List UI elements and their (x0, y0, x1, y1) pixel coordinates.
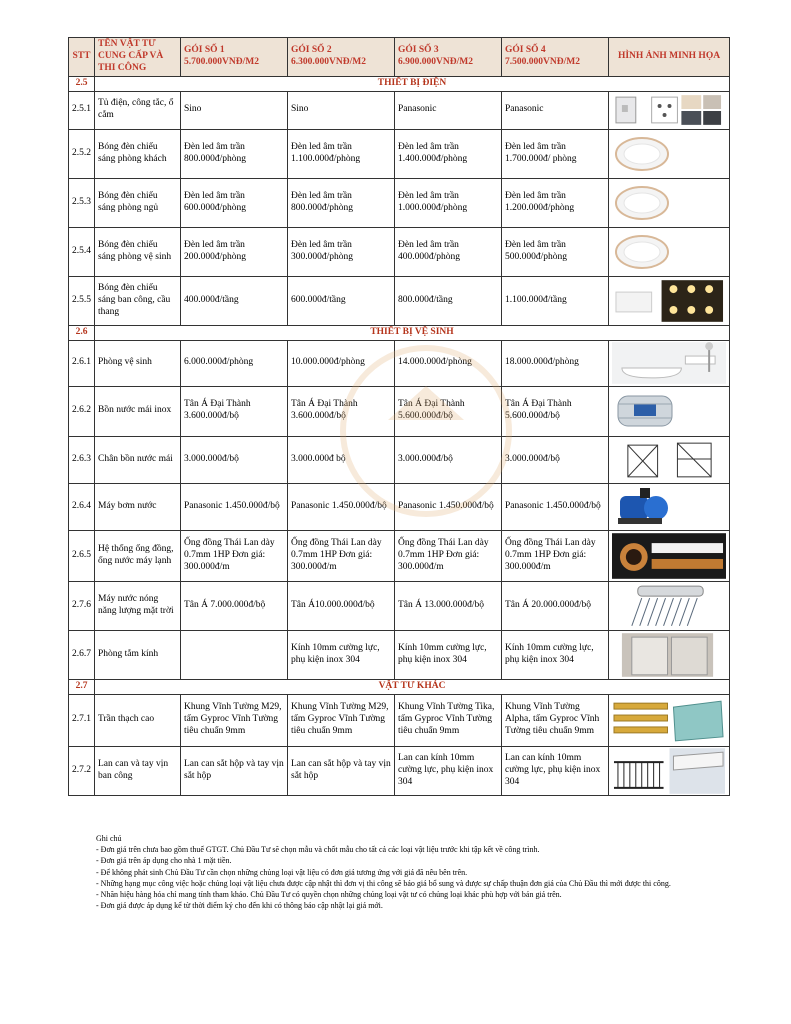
illustration-cell (609, 340, 730, 386)
package-4-value: 1.100.000đ/tầng (502, 276, 609, 325)
illustration-cell (609, 746, 730, 795)
section-code: 2.6 (69, 325, 95, 340)
package-1-value: 6.000.000đ/phòng (181, 340, 288, 386)
section-row (69, 76, 730, 91)
item-name: Tủ điện, công tắc, ổ cắm (95, 91, 181, 129)
package-4-value: Tân Á Đại Thành 5.600.000đ/bộ (502, 386, 609, 436)
solar-heater-image (612, 584, 726, 628)
illustration-cell (609, 581, 730, 630)
note-line: - Đơn giá trên chưa bao gồm thuế GTGT. Chủ Đầu Tư sẽ chọn mẫu và chốt mẫu cho tất cả các loại vật liệu trước khi tập kết về công trình. (96, 845, 540, 855)
package-1-value (181, 630, 288, 679)
illustration-cell (609, 227, 730, 276)
package-2-value: 3.000.000đ bộ (288, 436, 395, 483)
package-4-value: 3.000.000đ/bộ (502, 436, 609, 483)
item-name: Phòng tắm kính (95, 630, 181, 679)
table-row (69, 386, 730, 436)
package-3-price: 6.900.000VNĐ/M2 (398, 56, 473, 67)
package-2-value: Kính 10mm cường lực, phụ kiện inox 304 (288, 630, 395, 679)
item-name: Bồn nước mái inox (95, 386, 181, 436)
note-line: - Đơn giá trên áp dụng cho nhà 1 mặt tiền. (96, 856, 232, 866)
table-row (69, 91, 730, 129)
package-1-value: Khung Vĩnh Tường M29, tấm Gyproc Vĩnh Tường tiêu chuẩn 9mm (181, 694, 288, 746)
package-4-value: Panasonic (502, 91, 609, 129)
row-code: 2.6.1 (69, 340, 95, 386)
item-name: Máy nước nóng năng lượng mặt trời (95, 581, 181, 630)
package-4-value: Đèn led âm trần 1.200.000đ/phòng (502, 178, 609, 227)
package-4-value: Đèn led âm trần 500.000đ/phòng (502, 227, 609, 276)
illustration-cell (609, 630, 730, 679)
table-row (69, 581, 730, 630)
package-4-value: Lan can kính 10mm cường lực, phụ kiện inox 304 (502, 746, 609, 795)
illustration-cell (609, 386, 730, 436)
led-downlight-image (612, 134, 726, 174)
row-code: 2.6.7 (69, 630, 95, 679)
package-3-value: Đèn led âm trần 1.400.000đ/phòng (395, 129, 502, 178)
illustration-cell (609, 436, 730, 483)
table-row (69, 746, 730, 795)
package-3-value: 3.000.000đ/bộ (395, 436, 502, 483)
package-2-value: 10.000.000đ/phòng (288, 340, 395, 386)
row-code: 2.5.4 (69, 227, 95, 276)
water-tank-image (612, 390, 726, 432)
package-1-name: GÓI SỐ 1 (184, 44, 225, 55)
illustration-cell (609, 276, 730, 325)
package-3-value: Kính 10mm cường lực, phụ kiện inox 304 (395, 630, 502, 679)
row-code: 2.7.6 (69, 581, 95, 630)
package-4-price: 7.500.000VNĐ/M2 (505, 56, 580, 67)
package-3-value: Ống đồng Thái Lan dày 0.7mm 1HP Đơn giá: 300.000đ/m (395, 530, 502, 581)
item-name: Bóng đèn chiếu sáng phòng khách (95, 129, 181, 178)
package-3-value: Lan can kính 10mm cường lực, phụ kiện inox 304 (395, 746, 502, 795)
package-2-value: Tân Á Đại Thành 3.600.000đ/bộ (288, 386, 395, 436)
notes-block (96, 833, 736, 911)
note-line: - Để không phát sinh Chủ Đầu Tư cần chọn những chủng loại vật liệu có đơn giá tương ứng với giá đã nêu bên trên. (96, 867, 468, 877)
package-2-value: Tân Á10.000.000đ/bộ (288, 581, 395, 630)
package-4-value: Panasonic 1.450.000đ/bộ (502, 483, 609, 530)
package-1-value: Lan can sắt hộp và tay vịn sắt hộp (181, 746, 288, 795)
table-row (69, 530, 730, 581)
package-2-value: 600.000đ/tầng (288, 276, 395, 325)
row-code: 2.5.2 (69, 129, 95, 178)
row-code: 2.7.1 (69, 694, 95, 746)
item-name: Hệ thống ống đồng, ống nước máy lạnh (95, 530, 181, 581)
row-code: 2.5.3 (69, 178, 95, 227)
item-name: Chân bồn nước mái (95, 436, 181, 483)
package-3-value: 14.000.000đ/phòng (395, 340, 502, 386)
header-package-4 (502, 38, 609, 77)
package-1-value: 400.000đ/tầng (181, 276, 288, 325)
package-2-value: Đèn led âm trần 1.100.000đ/phòng (288, 129, 395, 178)
header-image: HÌNH ẢNH MINH HỌA (609, 38, 730, 77)
package-3-value: 800.000đ/tầng (395, 276, 502, 325)
section-code: 2.5 (69, 76, 95, 91)
switch-socket-image (612, 93, 726, 127)
package-1-price: 5.700.000VNĐ/M2 (184, 56, 259, 67)
package-4-value: Ống đồng Thái Lan dày 0.7mm 1HP Đơn giá: 300.000đ/m (502, 530, 609, 581)
table-body (69, 76, 730, 795)
table-row (69, 340, 730, 386)
illustration-cell (609, 530, 730, 581)
balcony-railing-image (612, 748, 726, 794)
row-code: 2.5.5 (69, 276, 95, 325)
header-package-1 (181, 38, 288, 77)
item-name: Bóng đèn chiếu sáng phòng ngủ (95, 178, 181, 227)
package-4-value: Khung Vĩnh Tường Alpha, tấm Gyproc Vĩnh Tường tiêu chuẩn 9mm (502, 694, 609, 746)
tank-stand-image (612, 439, 726, 481)
row-code: 2.6.3 (69, 436, 95, 483)
package-2-value: Đèn led âm trần 800.000đ/phòng (288, 178, 395, 227)
note-line: - Đơn giá được áp dụng kể từ thời điểm ký cho đến khi có thông báo cập nhật lại giá mới. (96, 901, 383, 911)
header-item: TÊN VẬT TƯ CUNG CẤP VÀ THI CÔNG (95, 38, 181, 77)
package-3-value: Tân Á 13.000.000đ/bộ (395, 581, 502, 630)
package-2-value: Lan can sắt hộp và tay vịn sắt hộp (288, 746, 395, 795)
item-name: Bóng đèn chiếu sáng ban công, cầu thang (95, 276, 181, 325)
table-row (69, 694, 730, 746)
package-2-value: Panasonic 1.450.000đ/bộ (288, 483, 395, 530)
row-code: 2.6.5 (69, 530, 95, 581)
header-package-3 (395, 38, 502, 77)
bathroom-fixtures-image (612, 342, 726, 384)
package-2-value: Đèn led âm trần 300.000đ/phòng (288, 227, 395, 276)
package-1-value: Sino (181, 91, 288, 129)
package-1-value: 3.000.000đ/bộ (181, 436, 288, 483)
section-row (69, 679, 730, 694)
table-row (69, 483, 730, 530)
table-row (69, 436, 730, 483)
package-1-value: Đèn led âm trần 200.000đ/phòng (181, 227, 288, 276)
item-name: Trần thạch cao (95, 694, 181, 746)
header-package-2 (288, 38, 395, 77)
row-code: 2.5.1 (69, 91, 95, 129)
package-3-value: Khung Vĩnh Tường Tika, tấm Gyproc Vĩnh Tường tiêu chuẩn 9mm (395, 694, 502, 746)
section-title: THIẾT BỊ ĐIỆN (95, 76, 730, 91)
package-4-value: 18.000.000đ/phòng (502, 340, 609, 386)
package-3-value: Panasonic 1.450.000đ/bộ (395, 483, 502, 530)
table-row (69, 276, 730, 325)
package-2-value: Khung Vĩnh Tường M29, tấm Gyproc Vĩnh Tường tiêu chuẩn 9mm (288, 694, 395, 746)
item-name: Phòng vệ sinh (95, 340, 181, 386)
note-line: - Những hạng mục công việc hoặc chủng loại vật liệu chưa được cập nhật thì đơn vị thi công sẽ báo giá bổ sung và được sự chấp thuận đơn giá của Chủ Đầu thì mới được thi công. (96, 878, 671, 888)
notes-title: Ghi chú (96, 834, 122, 843)
package-3-value: Tân Á Đại Thành 5.600.000đ/bộ (395, 386, 502, 436)
package-1-value: Tân Á 7.000.000đ/bộ (181, 581, 288, 630)
package-1-value: Đèn led âm trần 800.000đ/phòng (181, 129, 288, 178)
section-title: THIẾT BỊ VỆ SINH (95, 325, 730, 340)
package-4-name: GÓI SỐ 4 (505, 44, 546, 55)
gypsum-ceiling-image (612, 697, 726, 743)
note-line: - Nhãn hiệu hàng hóa chỉ mang tính tham khảo. Chủ Đầu Tư có quyền chọn những chủng loại vật tư có chủng loại khác phù hợp với bản giá trên. (96, 889, 562, 899)
package-4-value: Đèn led âm trần 1.700.000đ/ phòng (502, 129, 609, 178)
package-3-value: Panasonic (395, 91, 502, 129)
table-row (69, 129, 730, 178)
package-4-value: Kính 10mm cường lực, phụ kiện inox 304 (502, 630, 609, 679)
table-row (69, 178, 730, 227)
header-stt: STT (69, 38, 95, 77)
table-row (69, 630, 730, 679)
package-2-value: Sino (288, 91, 395, 129)
row-code: 2.7.2 (69, 746, 95, 795)
glass-shower-image (612, 633, 726, 677)
copper-pipe-image (612, 533, 726, 579)
ceiling-light-image (612, 280, 726, 322)
illustration-cell (609, 483, 730, 530)
illustration-cell (609, 694, 730, 746)
item-name: Bóng đèn chiếu sáng phòng vệ sinh (95, 227, 181, 276)
item-name: Máy bơm nước (95, 483, 181, 530)
package-1-value: Tân Á Đại Thành 3.600.000đ/bộ (181, 386, 288, 436)
package-2-value: Ống đồng Thái Lan dày 0.7mm 1HP Đơn giá: 300.000đ/m (288, 530, 395, 581)
section-title: VẬT TƯ KHÁC (95, 679, 730, 694)
package-1-value: Panasonic 1.450.000đ/bộ (181, 483, 288, 530)
led-downlight-image (612, 183, 726, 223)
illustration-cell (609, 129, 730, 178)
package-3-value: Đèn led âm trần 400.000đ/phòng (395, 227, 502, 276)
row-code: 2.6.2 (69, 386, 95, 436)
package-4-value: Tân Á 20.000.000đ/bộ (502, 581, 609, 630)
package-3-value: Đèn led âm trần 1.000.000đ/phòng (395, 178, 502, 227)
section-row (69, 325, 730, 340)
row-code: 2.6.4 (69, 483, 95, 530)
package-1-value: Đèn led âm trần 600.000đ/phòng (181, 178, 288, 227)
section-code: 2.7 (69, 679, 95, 694)
package-2-name: GÓI SỐ 2 (291, 44, 332, 55)
header-row (69, 38, 730, 77)
item-name: Lan can và tay vịn ban công (95, 746, 181, 795)
illustration-cell (609, 91, 730, 129)
illustration-cell (609, 178, 730, 227)
package-3-name: GÓI SỐ 3 (398, 44, 439, 55)
led-downlight-image (612, 232, 726, 272)
package-2-price: 6.300.000VNĐ/M2 (291, 56, 366, 67)
table-row (69, 227, 730, 276)
price-table (68, 37, 730, 796)
package-1-value: Ống đồng Thái Lan dày 0.7mm 1HP Đơn giá: 300.000đ/m (181, 530, 288, 581)
water-pump-image (612, 486, 726, 528)
